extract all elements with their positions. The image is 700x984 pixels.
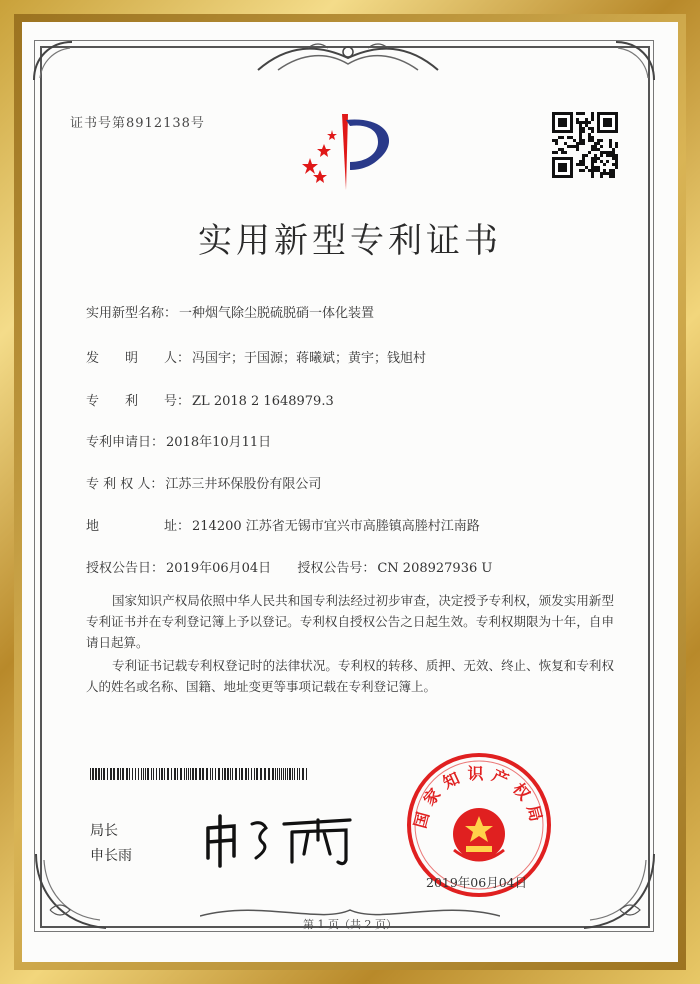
director-title: 局长 [90,823,118,839]
field-label: 专 利 号： [86,394,191,409]
field-value: 214200 江苏省无锡市宜兴市高塍镇高塍村江南路 [192,519,480,534]
field-value: 2019年06月04日 [166,561,272,576]
field-label: 发 明 人： [86,351,191,366]
field-label: 实用新型名称： [86,306,178,321]
field-patentee [86,473,321,492]
page-title: 实用新型专利证书 [198,221,502,261]
seal-date: 2019年06月04日 [426,875,528,890]
notice-paragraph: 专利证书记载专利权登记时的法律状况。专利权的转移、质押、无效、终止、恢复和专利权人的姓名或名称、国籍、地址变更等事项记载在专利登记簿上。 [86,658,614,694]
page-number: 第 1 页（共 2 页） [303,918,397,931]
field-label: 授权公告号： [297,561,376,576]
top-ornament-icon [248,40,448,74]
field-label: 地 址： [86,519,191,534]
field-label: 专利申请日： [86,435,165,450]
field-value: ZL 2018 2 1648979.3 [192,394,334,409]
field-label: 专 利 权 人： [86,477,164,492]
field-application-date [86,431,271,450]
field-inventors [86,347,426,366]
field-value: 冯国宇；于国源；蒋曦斌；黄宇；钱旭村 [192,351,427,366]
field-value: 2018年10月11日 [166,435,272,450]
field-name [86,302,374,321]
field-value: 一种烟气除尘脱硫脱硝一体化装置 [179,306,375,321]
patent-office-logo-icon [296,110,406,194]
certificate-number: 证书号第8912138号 [70,116,205,131]
corner-ornament-tl-icon [30,38,76,84]
notice-paragraph: 国家知识产权局依照中华人民共和国专利法经过初步审查，决定授予专利权，颁发实用新型专利证书并在专利登记簿上予以登记。专利权自授权公告之日起生效。专利权期限为十年，自申请日起算。 [86,593,614,650]
field-value: 江苏三井环保股份有限公司 [165,477,322,492]
field-label: 授权公告日： [86,561,165,576]
director-name: 申长雨 [90,848,132,864]
barcode-icon [90,768,310,780]
field-grant-date [86,557,492,576]
signature [200,810,360,870]
seal-text: 国家知识产权局 [410,764,548,831]
qr-code-icon [552,112,618,178]
corner-ornament-tr-icon [612,38,658,84]
field-address [86,515,480,534]
field-value: CN 208927936 U [377,561,493,576]
field-patent-number [86,390,334,409]
